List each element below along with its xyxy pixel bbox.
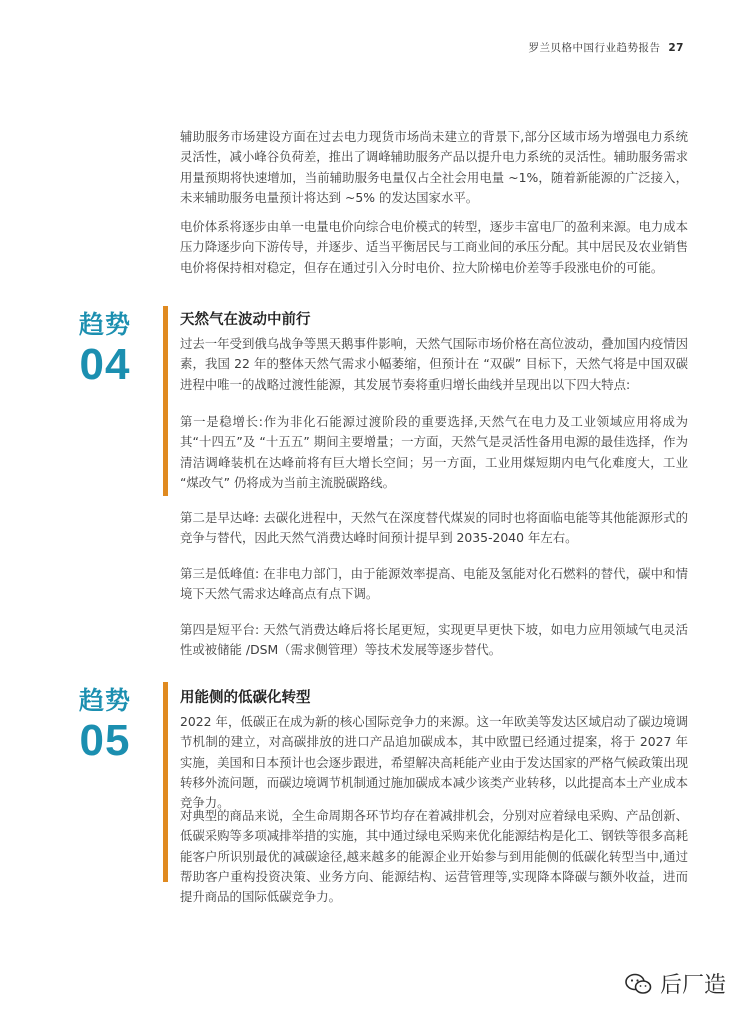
- trend-04-accent-bar: [163, 306, 168, 496]
- wechat-icon: [624, 972, 652, 996]
- trend-04-intro: 过去一年受到俄乌战争等黑天鹅事件影响，天然气国际市场价格在高位波动，叠加国内疫情因素，我国 22 年的整体天然气需求小幅萎缩，但预计在 “双碳” 目标下，天然气将是中国双碳进程中唯一的战略过渡性能源，其发展节奏将重归增长曲线并呈现出以下四大特点:: [180, 336, 689, 392]
- trend-05-paragraph-2: 对典型的商品来说，全生命周期各环节均存在着减排机会，分别对应着绿电采购、产品创新、低碳采购等多项减排举措的实施，其中通过绿电采购来优化能源结构是化工、钢铁等很多高耗能客户所识别最优的减碳途径,越来越多的能源企业开始参与到用能侧的低碳化转型当中,通过帮助客户重构投资决策、业务方向、能源结构、运营管理等,实现降本降碳与额外收益，进而提升商品的国际低碳竞争力。: [180, 808, 689, 905]
- trend-04-point-2: 第二是早达峰: 去碳化进程中，天然气在深度替代煤炭的同时也将面临电能等其他能源形式的竞争与替代，因此天然气消费达峰时间预计提早到 2035-2040 年左右。: [180, 510, 688, 546]
- trend-04-point-3: 第三是低峰值: 在非电力部门，由于能源效率提高、电能及氢能对化石燃料的替代，碳中和情境下天然气需求达峰高点有点下调。: [180, 566, 688, 602]
- trend-04-point-4: 第四是短平台: 天然气消费达峰后将长尾更短，实现更早更快下坡，如电力应用领域气电灵活性或被储能 /DSM（需求侧管理）等技术发展等逐步替代。: [180, 622, 688, 658]
- trend-number: 05: [79, 716, 131, 765]
- trend-label: 趋势: [78, 310, 131, 339]
- trend-04-point-1: 第一是稳增长:作为非化石能源过渡阶段的重要选择,天然气在电力及工业领域应用将成为其“十四五”及 “十五五” 期间主要增量；一方面，天然气是灵活性备用电源的最佳选择，作为清洁调峰装机在达峰前将有巨大增长空间；另一方面，工业用煤短期内电气化难度大，工业 “煤改气” 仍将成为当前主流脱碳路线。: [180, 414, 688, 490]
- watermark-text: 后厂造: [659, 973, 726, 998]
- trend-04-marker: [62, 310, 148, 390]
- report-title: 罗兰贝格中国行业趋势报告: [528, 42, 661, 54]
- watermark: [624, 968, 726, 999]
- trend-05-heading: 用能侧的低碳化转型: [180, 690, 311, 706]
- page-number: 27: [668, 42, 684, 54]
- page-header: [529, 40, 684, 55]
- trend-05-accent-bar: [163, 682, 168, 882]
- trend-05-paragraph-1: 2022 年，低碳正在成为新的核心国际竞争力的来源。这一年欧美等发达区域启动了碳边境调节机制的建立，对高碳排放的进口产品追加碳成本，其中欧盟已经通过提案，将于 2027 年实施，美国和日本预计也会逐步跟进，希望解决高耗能产业由于发达国家的严格气候政策出现转移外流问题，而碳边境调节机制通过施加碳成本减少该类产业转移，以此提高本土产业成本竞争力。: [180, 714, 689, 811]
- trend-label: 趋势: [78, 686, 131, 715]
- trend-04-heading: 天然气在波动中前行: [180, 312, 311, 328]
- paragraph-ancillary-services: 辅助服务市场建设方面在过去电力现货市场尚未建立的背景下,部分区域市场为增强电力系统灵活性，减小峰谷负荷差，推出了调峰辅助服务产品以提升电力系统的灵活性。辅助服务需求用量预期将快速增加，当前辅助服务电量仅占全社会用电量 ~1%，随着新能源的广泛接入，未来辅助服务电量预计将达到 ~5% 的发达国家水平。: [180, 129, 689, 205]
- trend-number: 04: [79, 340, 131, 389]
- paragraph-electricity-pricing: 电价体系将逐步由单一电量电价向综合电价模式的转型，逐步丰富电厂的盈利来源。电力成本压力降逐步向下游传导，并逐步、适当平衡居民与工商业间的承压分配。其中居民及农业销售电价将保持相对稳定，但存在通过引入分时电价、拉大阶梯电价差等手段涨电价的可能。: [180, 219, 689, 275]
- trend-05-marker: [62, 686, 148, 766]
